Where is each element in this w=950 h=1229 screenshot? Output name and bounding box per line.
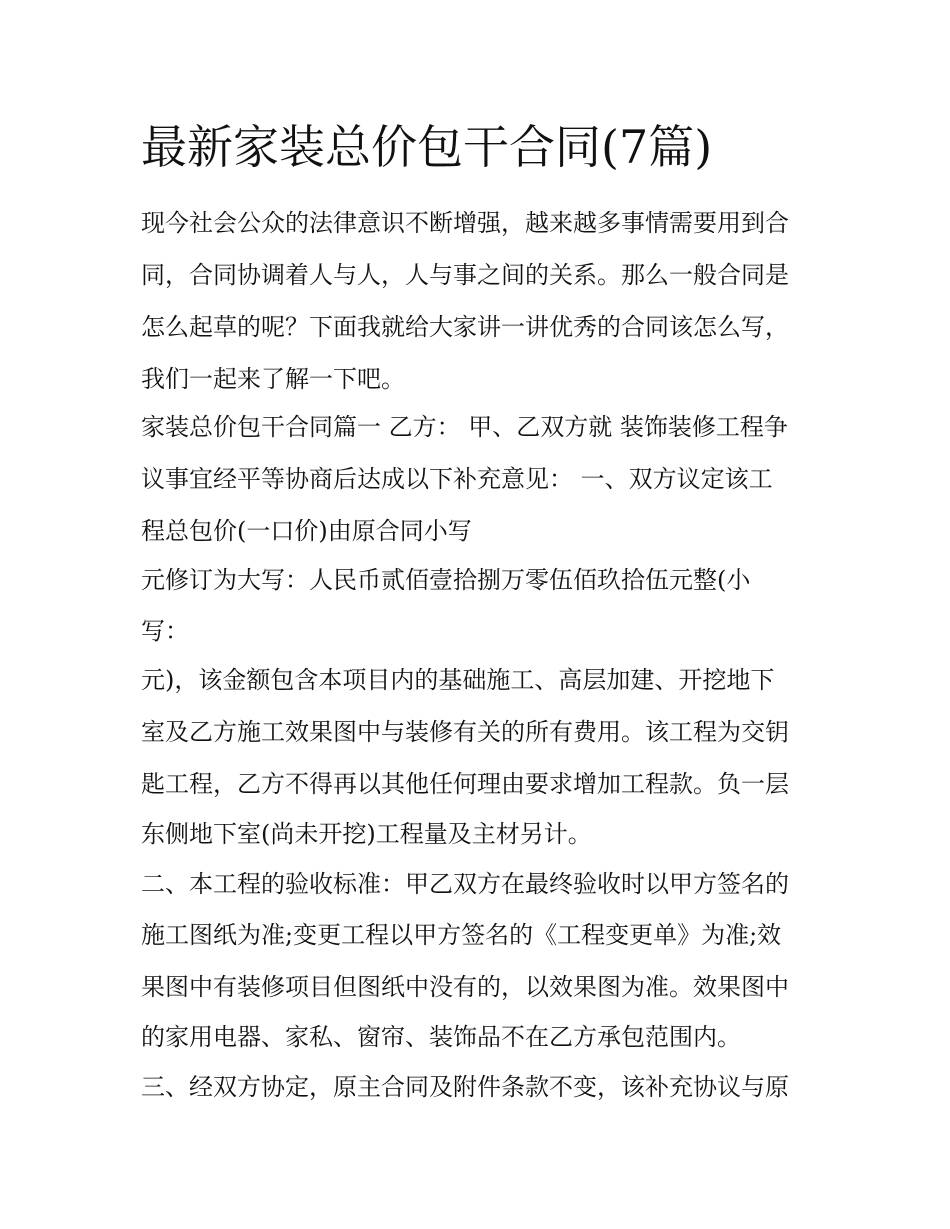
body-line: 东侧地下室(尚未开挖)工程量及主材另计。 [141,820,592,848]
body-line: 程总包价(一口价)由原合同小写 [141,517,472,545]
body-line: 匙工程，乙方不得再以其他任何理由要求增加工程款。负一层 [141,770,789,798]
body-line: 二、本工程的验收标准：甲乙双方在最终验收时以甲方签名的 [141,870,789,898]
body-line: 元)，该金额包含本项目内的基础施工、高层加建、开挖地下 [141,666,775,694]
body-line: 议事宜经平等协商后达成以下补充意见： 一、双方议定该工 [141,465,773,493]
body-line: 果图中有装修项目但图纸中没有的，以效果图为准。效果图中 [141,973,789,1001]
document-title: 最新家装总价包干合同(7篇) [141,120,713,174]
body-line: 写： [141,617,189,645]
body-line: 家装总价包干合同篇一 乙方： 甲、乙双方就 装饰装修工程争 [141,413,788,441]
body-line: 的家用电器、家私、窗帘、装饰品不在乙方承包范围内。 [141,1023,741,1051]
body-line: 室及乙方施工效果图中与装修有关的所有费用。该工程为交钥 [141,718,789,746]
body-line: 施工图纸为准;变更工程以甲方签名的《工程变更单》为准;效 [141,921,782,949]
body-line: 怎么起草的呢？下面我就给大家讲一讲优秀的合同该怎么写， [141,313,789,341]
body-line: 我们一起来了解一下吧。 [141,365,405,393]
body-line: 同，合同协调着人与人，人与事之间的关系。那么一般合同是 [141,261,789,289]
body-line: 三、经双方协定，原主合同及附件条款不变，该补充协议与原 [141,1073,789,1101]
body-line: 现今社会公众的法律意识不断增强，越来越多事情需要用到合 [141,209,789,237]
body-line: 元修订为大写：人民币贰佰壹拾捌万零伍佰玖拾伍元整(小 [141,566,751,594]
